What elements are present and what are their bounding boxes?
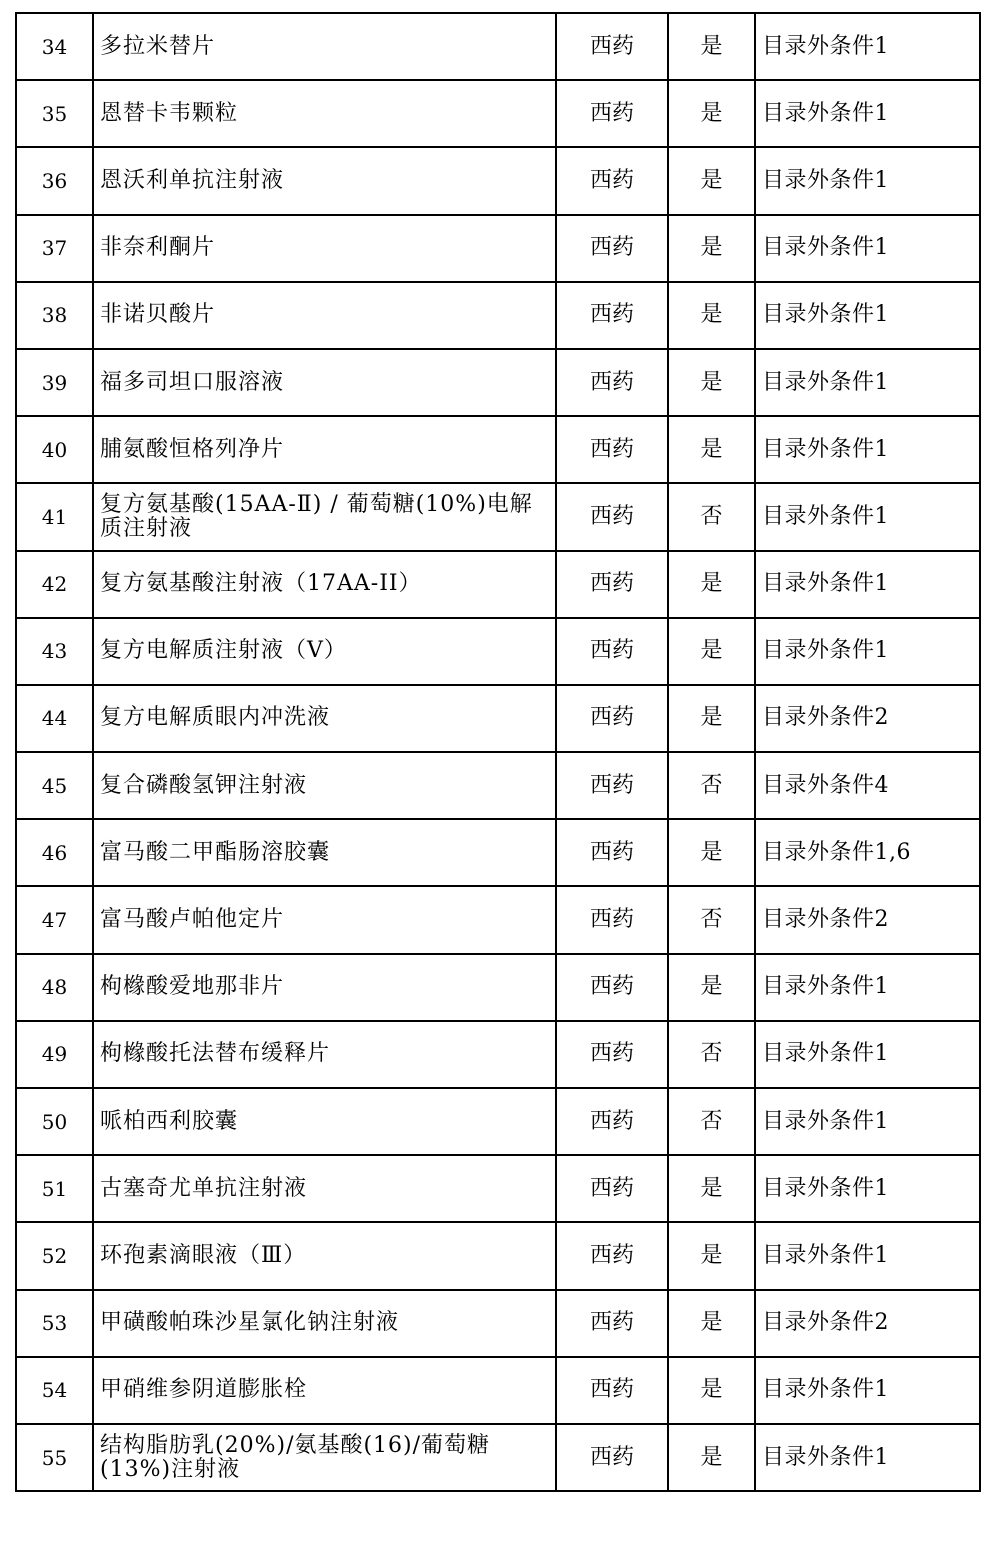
row-number-cell: 43 [16, 618, 93, 685]
drug-name-cell: 甲磺酸帕珠沙星氯化钠注射液 [93, 1290, 556, 1357]
condition-cell: 目录外条件1 [755, 13, 980, 80]
row-number-cell: 38 [16, 282, 93, 349]
table-row [16, 752, 980, 819]
flag-cell: 是 [668, 1357, 755, 1424]
row-number-cell: 47 [16, 886, 93, 953]
flag-cell: 是 [668, 618, 755, 685]
flag-cell: 是 [668, 685, 755, 752]
drug-category-cell: 西药 [556, 80, 668, 147]
drug-category-cell: 西药 [556, 1155, 668, 1222]
flag-cell: 是 [668, 1290, 755, 1357]
condition-cell: 目录外条件1 [755, 147, 980, 214]
flag-cell: 否 [668, 1021, 755, 1088]
row-number-cell: 52 [16, 1222, 93, 1289]
table-row [16, 282, 980, 349]
row-number-cell: 46 [16, 819, 93, 886]
condition-cell: 目录外条件1 [755, 618, 980, 685]
flag-cell: 否 [668, 752, 755, 819]
row-number-cell: 53 [16, 1290, 93, 1357]
drug-category-cell: 西药 [556, 147, 668, 214]
row-number-cell: 35 [16, 80, 93, 147]
row-number-cell: 44 [16, 685, 93, 752]
flag-cell: 是 [668, 1155, 755, 1222]
table-row [16, 80, 980, 147]
drug-category-cell: 西药 [556, 13, 668, 80]
row-number-cell: 48 [16, 954, 93, 1021]
table-row [16, 1222, 980, 1289]
row-number-cell: 40 [16, 416, 93, 483]
drug-category-cell: 西药 [556, 349, 668, 416]
row-number-cell: 45 [16, 752, 93, 819]
drug-name-cell: 枸橼酸爱地那非片 [93, 954, 556, 1021]
condition-cell: 目录外条件2 [755, 1290, 980, 1357]
drug-name-cell: 非诺贝酸片 [93, 282, 556, 349]
flag-cell: 否 [668, 1088, 755, 1155]
row-number-cell: 49 [16, 1021, 93, 1088]
row-number-cell: 39 [16, 349, 93, 416]
flag-cell: 是 [668, 954, 755, 1021]
table-body [16, 13, 980, 1491]
drug-name-cell: 福多司坦口服溶液 [93, 349, 556, 416]
drug-name-cell: 结构脂肪乳(20%)/氨基酸(16)/葡萄糖(13%)注射液 [93, 1424, 556, 1491]
row-number-cell: 34 [16, 13, 93, 80]
flag-cell: 是 [668, 215, 755, 282]
condition-cell: 目录外条件1 [755, 416, 980, 483]
drug-name-cell: 复方电解质眼内冲洗液 [93, 685, 556, 752]
drug-category-cell: 西药 [556, 685, 668, 752]
drug-name-cell: 环孢素滴眼液（Ⅲ） [93, 1222, 556, 1289]
flag-cell: 是 [668, 13, 755, 80]
condition-cell: 目录外条件1 [755, 1424, 980, 1491]
table-row [16, 349, 980, 416]
drug-name-cell: 古塞奇尤单抗注射液 [93, 1155, 556, 1222]
drug-category-cell: 西药 [556, 752, 668, 819]
condition-cell: 目录外条件1 [755, 349, 980, 416]
row-number-cell: 50 [16, 1088, 93, 1155]
table-row [16, 1155, 980, 1222]
flag-cell: 是 [668, 80, 755, 147]
row-number-cell: 55 [16, 1424, 93, 1491]
condition-cell: 目录外条件1 [755, 1357, 980, 1424]
flag-cell: 是 [668, 349, 755, 416]
condition-cell: 目录外条件1 [755, 282, 980, 349]
drug-category-cell: 西药 [556, 282, 668, 349]
table-row [16, 147, 980, 214]
table-row [16, 1357, 980, 1424]
flag-cell: 是 [668, 819, 755, 886]
condition-cell: 目录外条件1,6 [755, 819, 980, 886]
drug-name-cell: 恩替卡韦颗粒 [93, 80, 556, 147]
table-row [16, 954, 980, 1021]
condition-cell: 目录外条件2 [755, 886, 980, 953]
flag-cell: 是 [668, 416, 755, 483]
condition-cell: 目录外条件1 [755, 1088, 980, 1155]
table-row [16, 215, 980, 282]
table-row [16, 819, 980, 886]
row-number-cell: 37 [16, 215, 93, 282]
table-row [16, 551, 980, 618]
drug-name-cell: 复方氨基酸注射液（17AA-II） [93, 551, 556, 618]
drug-category-cell: 西药 [556, 1222, 668, 1289]
table-row [16, 886, 980, 953]
drug-name-cell: 甲硝维参阴道膨胀栓 [93, 1357, 556, 1424]
drug-category-cell: 西药 [556, 416, 668, 483]
table-row [16, 618, 980, 685]
drug-name-cell: 哌柏西利胶囊 [93, 1088, 556, 1155]
drug-list-table-container [15, 12, 981, 1492]
condition-cell: 目录外条件1 [755, 1021, 980, 1088]
condition-cell: 目录外条件1 [755, 80, 980, 147]
drug-name-cell: 脯氨酸恒格列净片 [93, 416, 556, 483]
table-row [16, 1424, 980, 1491]
drug-category-cell: 西药 [556, 1021, 668, 1088]
row-number-cell: 41 [16, 483, 93, 550]
drug-name-cell: 富马酸二甲酯肠溶胶囊 [93, 819, 556, 886]
drug-list-table [15, 12, 981, 1492]
drug-name-cell: 富马酸卢帕他定片 [93, 886, 556, 953]
row-number-cell: 42 [16, 551, 93, 618]
table-row [16, 13, 980, 80]
condition-cell: 目录外条件1 [755, 215, 980, 282]
flag-cell: 是 [668, 551, 755, 618]
table-row [16, 1290, 980, 1357]
drug-name-cell: 复方氨基酸(15AA-Ⅱ) / 葡萄糖(10%)电解质注射液 [93, 483, 556, 550]
row-number-cell: 54 [16, 1357, 93, 1424]
drug-category-cell: 西药 [556, 618, 668, 685]
condition-cell: 目录外条件1 [755, 483, 980, 550]
condition-cell: 目录外条件4 [755, 752, 980, 819]
table-row [16, 1088, 980, 1155]
flag-cell: 否 [668, 483, 755, 550]
condition-cell: 目录外条件2 [755, 685, 980, 752]
flag-cell: 是 [668, 1222, 755, 1289]
flag-cell: 是 [668, 147, 755, 214]
drug-name-cell: 枸橼酸托法替布缓释片 [93, 1021, 556, 1088]
row-number-cell: 51 [16, 1155, 93, 1222]
drug-category-cell: 西药 [556, 551, 668, 618]
drug-category-cell: 西药 [556, 483, 668, 550]
drug-category-cell: 西药 [556, 886, 668, 953]
table-row [16, 483, 980, 550]
flag-cell: 否 [668, 886, 755, 953]
drug-category-cell: 西药 [556, 1290, 668, 1357]
drug-category-cell: 西药 [556, 1357, 668, 1424]
drug-category-cell: 西药 [556, 819, 668, 886]
condition-cell: 目录外条件1 [755, 1222, 980, 1289]
drug-category-cell: 西药 [556, 215, 668, 282]
drug-name-cell: 复方电解质注射液（Ⅴ） [93, 618, 556, 685]
table-row [16, 1021, 980, 1088]
drug-name-cell: 恩沃利单抗注射液 [93, 147, 556, 214]
drug-category-cell: 西药 [556, 954, 668, 1021]
condition-cell: 目录外条件1 [755, 1155, 980, 1222]
drug-name-cell: 非奈利酮片 [93, 215, 556, 282]
row-number-cell: 36 [16, 147, 93, 214]
drug-name-cell: 多拉米替片 [93, 13, 556, 80]
table-row [16, 416, 980, 483]
table-row [16, 685, 980, 752]
condition-cell: 目录外条件1 [755, 551, 980, 618]
flag-cell: 是 [668, 282, 755, 349]
drug-category-cell: 西药 [556, 1088, 668, 1155]
condition-cell: 目录外条件1 [755, 954, 980, 1021]
flag-cell: 是 [668, 1424, 755, 1491]
drug-category-cell: 西药 [556, 1424, 668, 1491]
drug-name-cell: 复合磷酸氢钾注射液 [93, 752, 556, 819]
